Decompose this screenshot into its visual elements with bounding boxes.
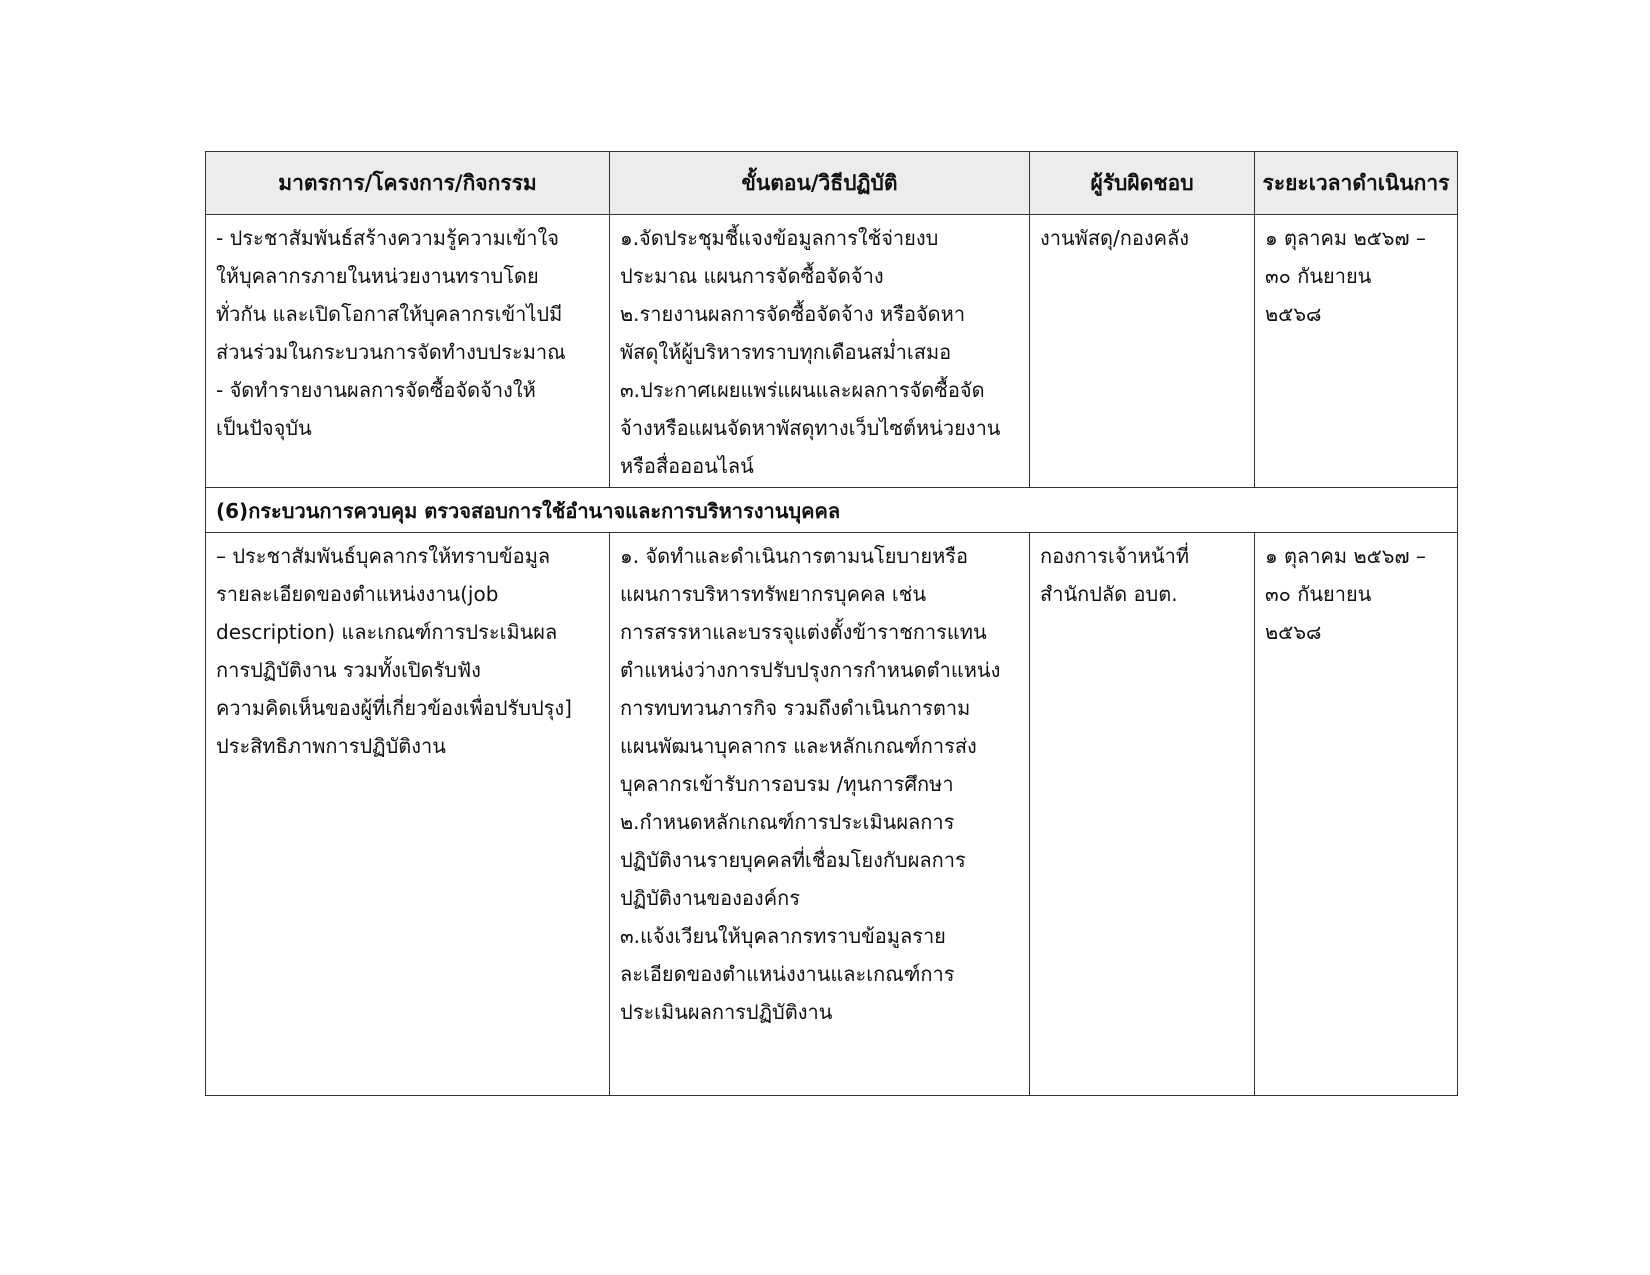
- cell-line: สำนักปลัด อบต.: [1040, 582, 1178, 606]
- cell-line: ทั่วกัน และเปิดโอกาสให้บุคลากรเข้าไปมี: [216, 302, 563, 326]
- header-measures: มาตรการ/โครงการ/กิจกรรม: [206, 152, 610, 215]
- cell-line: ประสิทธิภาพการปฏิบัติงาน: [216, 734, 446, 758]
- cell-line: รายละเอียดของตำแหน่งงาน(job: [216, 582, 499, 606]
- cell-line: - จัดทำรายงานผลการจัดซื้อจัดจ้างให้: [216, 378, 536, 402]
- cell-line: ๒.รายงานผลการจัดซื้อจัดจ้าง หรือจัดหา: [620, 302, 966, 326]
- cell-line: ๒๕๖๘: [1265, 620, 1322, 644]
- cell-line: ความคิดเห็นของผู้ที่เกี่ยวข้องเพื่อปรับปรุง]: [216, 696, 572, 720]
- action-plan-table: [205, 151, 1458, 1096]
- cell-line: ละเอียดของตำแหน่งงานและเกณฑ์การ: [620, 962, 955, 986]
- cell-line: การสรรหาและบรรจุแต่งตั้งข้าราชการแทน: [620, 620, 987, 644]
- table-row: [206, 215, 1458, 488]
- cell-line: จ้างหรือแผนจัดหาพัสดุทางเว็บไซต์หน่วยงาน: [620, 416, 1001, 440]
- cell-line: การทบทวนภารกิจ รวมถึงดำเนินการตาม: [620, 696, 971, 720]
- cell-line: ๒๕๖๘: [1265, 302, 1322, 326]
- cell-line: ๑ ตุลาคม ๒๕๖๗ –: [1265, 544, 1426, 568]
- cell-line: ๓.แจ้งเวียนให้บุคลากรทราบข้อมูลราย: [620, 924, 946, 948]
- row2-period-cell: [1255, 533, 1458, 1096]
- row1-period-cell: [1255, 215, 1458, 488]
- cell-line: ปฏิบัติงานขององค์กร: [620, 886, 800, 910]
- cell-line: - ประชาสัมพันธ์สร้างความรู้ความเข้าใจ: [216, 226, 559, 250]
- header-responsible: ผู้รับผิดชอบ: [1030, 152, 1255, 215]
- header-period: ระยะเวลาดำเนินการ: [1255, 152, 1458, 215]
- cell-line: ๓.ประกาศเผยแพร่แผนและผลการจัดซื้อจัด: [620, 378, 985, 402]
- cell-line: ประเมินผลการปฏิบัติงาน: [620, 1000, 833, 1024]
- cell-line: แผนพัฒนาบุคลากร และหลักเกณฑ์การส่ง: [620, 734, 977, 758]
- row1-steps-cell: [610, 215, 1030, 488]
- cell-line: ๓๐ กันยายน: [1265, 264, 1372, 288]
- cell-line: กองการเจ้าหน้าที่: [1040, 544, 1190, 568]
- cell-line: ๓๐ กันยายน: [1265, 582, 1372, 606]
- cell-line: ๑ ตุลาคม ๒๕๖๗ –: [1265, 226, 1426, 250]
- table-header-row: [206, 152, 1458, 215]
- header-steps: ขั้นตอน/วิธีปฏิบัติ: [610, 152, 1030, 215]
- cell-line: ประมาณ แผนการจัดซื้อจัดจ้าง: [620, 264, 884, 288]
- cell-line: การปฏิบัติงาน รวมทั้งเปิดรับฟัง: [216, 658, 481, 682]
- table-row: [206, 533, 1458, 1096]
- cell-line: ๒.กำหนดหลักเกณฑ์การประเมินผลการ: [620, 810, 955, 834]
- cell-line: ๑. จัดทำและดำเนินการตามนโยบายหรือ: [620, 544, 969, 568]
- row2-responsible-cell: [1030, 533, 1255, 1096]
- cell-line: ๑.จัดประชุมชี้แจงข้อมูลการใช้จ่ายงบ: [620, 226, 939, 250]
- section-title: (6)กระบวนการควบคุม ตรวจสอบการใช้อำนาจและการบริหารงานบุคคล: [206, 488, 1458, 533]
- row1-responsible-cell: [1030, 215, 1255, 488]
- row1-measures-cell: [206, 215, 610, 488]
- row2-measures-cell: [206, 533, 610, 1096]
- cell-line: ตำแหน่งว่างการปรับปรุงการกำหนดตำแหน่ง: [620, 658, 1001, 682]
- cell-line: พัสดุให้ผู้บริหารทราบทุกเดือนสม่ำเสมอ: [620, 340, 952, 364]
- section-row: [206, 488, 1458, 533]
- cell-line: ส่วนร่วมในกระบวนการจัดทำงบประมาณ: [216, 340, 566, 364]
- cell-line: ให้บุคลากรภายในหน่วยงานทราบโดย: [216, 264, 539, 288]
- cell-line: งานพัสดุ/กองคลัง: [1040, 226, 1190, 250]
- row2-steps-cell: [610, 533, 1030, 1096]
- cell-line: ปฏิบัติงานรายบุคคลที่เชื่อมโยงกับผลการ: [620, 848, 966, 872]
- cell-line: เป็นปัจจุบัน: [216, 416, 312, 440]
- cell-line: บุคลากรเข้ารับการอบรม /ทุนการศึกษา: [620, 772, 954, 796]
- cell-line: description) และเกณฑ์การประเมินผล: [216, 620, 558, 644]
- cell-line: แผนการบริหารทรัพยากรบุคคล เช่น: [620, 582, 927, 606]
- cell-line: – ประชาสัมพันธ์บุคลากรให้ทราบข้อมูล: [216, 544, 551, 568]
- cell-line: หรือสื่อออนไลน์: [620, 454, 754, 478]
